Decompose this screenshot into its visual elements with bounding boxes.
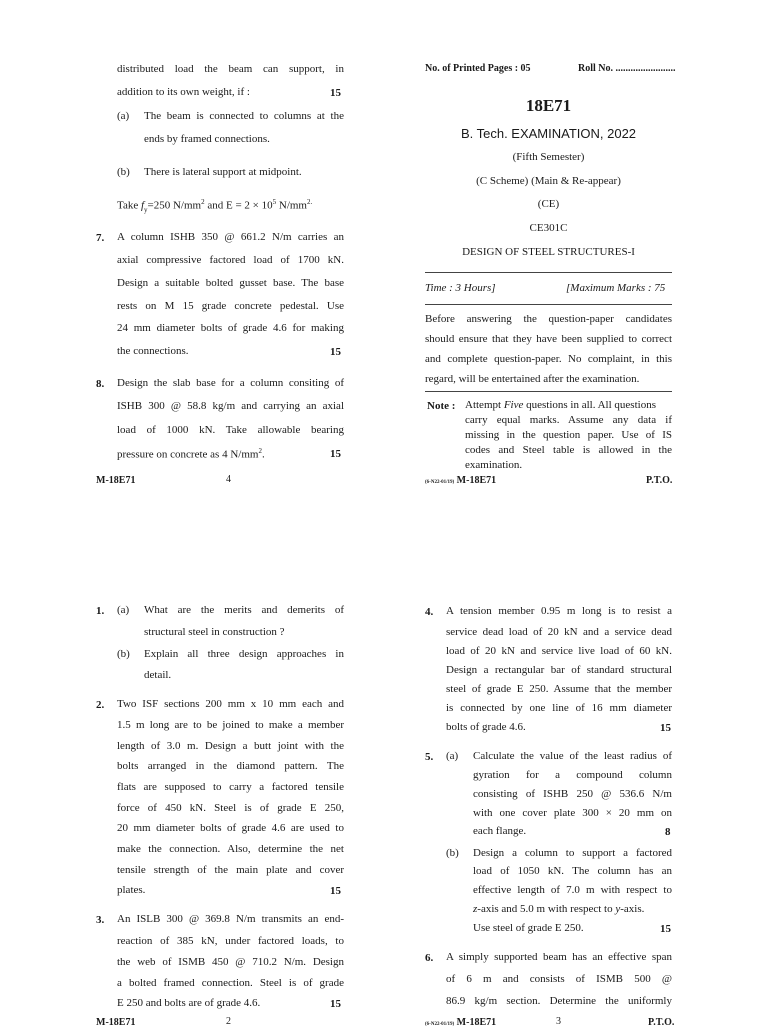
q5b-line-4: z-axis and 5.0 m with respect to y-axis. <box>473 903 645 915</box>
footer-code: M-18E71 <box>96 1017 136 1028</box>
q3-line-5: E 250 and bolts are of grade 4.6. <box>117 997 261 1009</box>
scheme: (C Scheme) (Main & Re-appear) <box>476 175 621 187</box>
q4-line-3: load of 20 kN and service live load of 60 kN. <box>446 645 672 657</box>
q4-line-4: Design a rectangular bar of standard structural <box>446 664 672 676</box>
q5a-line-1: Calculate the value of the least radius of <box>473 750 672 762</box>
q7-line-1: A column ISHB 350 @ 661.2 N/m carries an <box>117 231 344 243</box>
q5b-line-1: Design a column to support a factored <box>473 847 672 859</box>
q2-line-10: plates. <box>117 884 146 896</box>
note-line-1: Attempt Five questions in all. All questions <box>465 399 656 411</box>
footer-code: (6-N22-01/19) M-18E71 <box>425 475 497 486</box>
q1b-label: (b) <box>117 648 130 660</box>
q1a-label: (a) <box>117 604 130 616</box>
q1-number: 1. <box>96 605 105 617</box>
time-allowed: Time : 3 Hours] <box>425 282 496 294</box>
note-line-2: carry equal marks. Assume any data if <box>465 414 672 426</box>
q7-marks: 15 <box>330 346 341 358</box>
q2-line-4: bolts arranged in the diamond pattern. The <box>117 760 344 772</box>
instructions-line-3: and complete question-paper. No complaint, in this <box>425 353 672 365</box>
take-values-line: Take $f_y=250$ $N/mm^2$ and $E = 2 \times 10^5$ $N/mm^{2.}$ <box>117 198 313 214</box>
q2-line-8: make the connection. Also, determine the net <box>117 843 344 855</box>
q5a-marks: 8 <box>665 826 671 838</box>
q6-line-3: 86.9 kg/m section. Determine the uniformly <box>446 995 672 1007</box>
q8-line-3: load of 1000 kN. Take allowable bearing <box>117 424 344 436</box>
instructions-line-2: should ensure that they have been supplied to correct <box>425 333 672 345</box>
note-line-5: examination. <box>465 459 523 471</box>
q7-number: 7. <box>96 232 105 244</box>
q7-line-2: axial compressive factored load of 1700 kN. <box>117 254 344 266</box>
q8-line-1: Design the slab base for a column consiting of <box>117 377 344 389</box>
q8-line-2: ISHB 300 @ 58.8 kg/m and carrying an axial <box>117 400 344 412</box>
q1a-line-2: structural steel in construction ? <box>144 626 285 638</box>
q4-line-6: is connected by one line of 16 mm diameter <box>446 702 672 714</box>
instructions-line-1: Before answering the question-paper candidates <box>425 313 672 325</box>
q2-marks: 15 <box>330 885 341 897</box>
q6b-label: (b) <box>117 166 130 178</box>
q3-line-1: An ISLB 300 @ 369.8 N/m transmits an end- <box>117 913 344 925</box>
q5a-line-4: with one cover plate 300 × 20 mm on <box>473 807 672 819</box>
q3-line-2: reaction of 385 kN, under factored loads, to <box>117 935 344 947</box>
q7-line-3: Design a suitable bolted gusset base. The base <box>117 277 344 289</box>
q6-number: 6. <box>425 952 434 964</box>
q6-line-1: A simply supported beam has an effective span <box>446 951 672 963</box>
q5b-label: (b) <box>446 847 459 859</box>
q4-line-5: steel of grade E 250. Assume that the member <box>446 683 672 695</box>
footer-code: M-18E71 <box>96 475 136 486</box>
q2-line-5: flats are supposed to carry a factored tensile <box>117 781 344 793</box>
q6a-line-2: ends by framed connections. <box>144 133 270 145</box>
q4-marks: 15 <box>660 722 671 734</box>
q6-marks: 15 <box>330 87 341 99</box>
q5b-line-3: effective length of 7.0 m with respect to <box>473 884 672 896</box>
q4-line-2: service dead load of 20 kN and a service dead <box>446 626 672 638</box>
q7-line-6: the connections. <box>117 345 189 357</box>
q6a-line-1: The beam is connected to columns at the <box>144 110 344 122</box>
q8-number: 8. <box>96 378 105 390</box>
footer-code: (6-N22-01/19) M-18E71 <box>425 1017 497 1028</box>
q1b-line-1: Explain all three design approaches in <box>144 648 344 660</box>
q2-line-7: 20 mm diameter bolts of grade 4.6 are used to <box>117 822 344 834</box>
q2-line-9: tensile strength of the main plate and cover <box>117 864 344 876</box>
q6-continued-line-2: addition to its own weight, if : <box>117 86 250 98</box>
note-label: Note : <box>427 400 456 412</box>
footer-page-number: 2 <box>226 1016 231 1027</box>
q7-line-4: rests on M 15 grade concrete pedestal. Use <box>117 300 344 312</box>
exam-title: B. Tech. EXAMINATION, 2022 <box>460 126 637 141</box>
q6a-label: (a) <box>117 110 130 122</box>
divider-middle <box>425 304 672 305</box>
footer-pto: P.T.O. <box>646 475 673 486</box>
q8-marks: 15 <box>330 448 341 460</box>
footer-page-number: 4 <box>226 474 231 485</box>
q3-line-3: the web of ISMB 450 @ 710.2 N/m. Design <box>117 956 344 968</box>
q5a-line-3: consisting of ISHB 250 @ 536.6 N/m <box>473 788 672 800</box>
q5-number: 5. <box>425 751 434 763</box>
q8-line-4: pressure on concrete as 4 $N/mm^2$. <box>117 447 265 461</box>
branch: (CE) <box>537 198 560 210</box>
course-code: CE301C <box>529 222 568 234</box>
maximum-marks: [Maximum Marks : 75 <box>566 282 666 294</box>
q6-continued-line-1: distributed load the beam can support, in <box>117 63 344 75</box>
q2-line-6: force of 450 kN. Steel is of grade E 250, <box>117 802 344 814</box>
q2-line-1: Two ISF sections 200 mm x 10 mm each and <box>117 698 344 710</box>
q4-number: 4. <box>425 606 434 618</box>
divider-bottom <box>425 391 672 392</box>
footer-pto: P.T.O. <box>648 1017 675 1028</box>
q6b-text: There is lateral support at midpoint. <box>144 166 302 178</box>
course-title: DESIGN OF STEEL STRUCTURES-I <box>462 246 635 258</box>
q3-line-4: a bolted framed connection. Steel is of grade <box>117 977 344 989</box>
q4-line-7: bolts of grade 4.6. <box>446 721 526 733</box>
q1a-line-1: What are the merits and demerits of <box>144 604 344 616</box>
paper-code: 18E71 <box>525 96 572 115</box>
q2-line-2: 1.5 m long are to be joined to make a member <box>117 719 344 731</box>
note-line-3: missing in the question paper. Use of IS <box>465 429 672 441</box>
q3-marks: 15 <box>330 998 341 1010</box>
instructions-line-4: regard, will be entertained after the examination. <box>425 373 640 385</box>
q4-line-1: A tension member 0.95 m long is to resist a <box>446 605 672 617</box>
footer-page-number: 3 <box>556 1016 561 1027</box>
printed-pages: No. of Printed Pages : 05 <box>425 63 531 74</box>
q5b-line-5: Use steel of grade E 250. <box>473 922 584 934</box>
divider-top <box>425 272 672 273</box>
q2-line-3: length of 3.0 m. Design a butt joint with the <box>117 740 344 752</box>
q7-line-5: 24 mm diameter bolts of grade 4.6 for making <box>117 322 344 334</box>
q1b-line-2: detail. <box>144 669 172 681</box>
note-line-4: codes and Steel table is allowed in the <box>465 444 672 456</box>
semester: (Fifth Semester) <box>512 151 585 163</box>
q2-number: 2. <box>96 699 105 711</box>
q5a-label: (a) <box>446 750 459 762</box>
q5a-line-5: each flange. <box>473 825 527 837</box>
q5b-marks: 15 <box>660 923 671 935</box>
q5b-line-2: load of 1050 kN. The column has an <box>473 865 672 877</box>
roll-number: Roll No. ........................ <box>578 63 676 74</box>
q6-line-2: of 6 m and consists of ISMB 500 @ <box>446 973 672 985</box>
q5a-line-2: gyration for a compound column <box>473 769 672 781</box>
q3-number: 3. <box>96 914 105 926</box>
